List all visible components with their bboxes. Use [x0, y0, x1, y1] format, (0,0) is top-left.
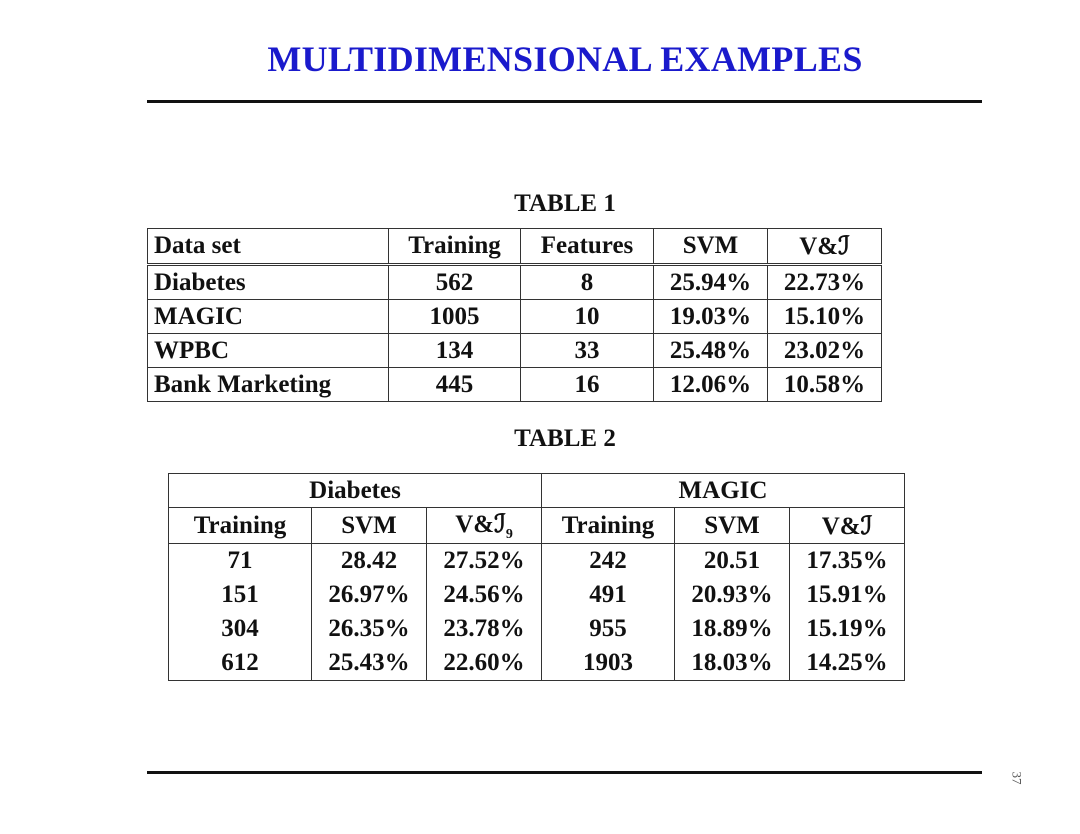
table-row	[169, 646, 905, 681]
table1-header-svm: SVM	[654, 229, 768, 265]
table1-caption: TABLE 1	[514, 190, 616, 217]
table-row	[169, 578, 905, 612]
bottom-rule	[147, 771, 982, 774]
page-number: 37	[1009, 771, 1025, 785]
table-cell: 33	[521, 334, 654, 368]
table1-header-dataset: Data set	[148, 229, 389, 265]
table-cell: 151	[169, 578, 312, 612]
table2-header-row	[169, 508, 905, 544]
table-cell: 15.19%	[790, 612, 905, 646]
table-cell: 23.02%	[768, 334, 882, 368]
table-row	[169, 612, 905, 646]
table-cell: 242	[542, 544, 675, 579]
table-row	[148, 265, 882, 300]
table-cell: 304	[169, 612, 312, 646]
table1-header-training: Training	[389, 229, 521, 265]
table-row	[148, 300, 882, 334]
table-cell: 562	[389, 265, 521, 300]
table1	[147, 228, 882, 402]
table-cell: 25.48%	[654, 334, 768, 368]
table-cell: 612	[169, 646, 312, 681]
table-cell: 17.35%	[790, 544, 905, 579]
table-cell: MAGIC	[148, 300, 389, 334]
table-cell: 26.35%	[312, 612, 427, 646]
table-cell: 10	[521, 300, 654, 334]
table2-header-training: Training	[169, 508, 312, 544]
table-cell: 18.03%	[675, 646, 790, 681]
table1-header-features: Features	[521, 229, 654, 265]
table2-group-diabetes: Diabetes	[169, 474, 542, 508]
table1-header-row	[148, 229, 882, 265]
table-cell: 18.89%	[675, 612, 790, 646]
table-cell: 16	[521, 368, 654, 402]
table-cell: 20.93%	[675, 578, 790, 612]
table-cell: 22.73%	[768, 265, 882, 300]
table-cell: 27.52%	[427, 544, 542, 579]
table-cell: 8	[521, 265, 654, 300]
table-cell: 25.94%	[654, 265, 768, 300]
table-cell: 134	[389, 334, 521, 368]
table-row	[148, 368, 882, 402]
table2-header-training: Training	[542, 508, 675, 544]
table-cell: 26.97%	[312, 578, 427, 612]
table2-group-row	[169, 474, 905, 508]
table-row	[148, 334, 882, 368]
table2-header-svm: SVM	[675, 508, 790, 544]
table-cell: 1903	[542, 646, 675, 681]
table-cell: WPBC	[148, 334, 389, 368]
top-rule	[147, 100, 982, 103]
page-title: MULTIDIMENSIONAL EXAMPLES	[267, 39, 863, 79]
table2	[168, 473, 905, 681]
table-cell: 1005	[389, 300, 521, 334]
table-cell: 445	[389, 368, 521, 402]
table-cell: 955	[542, 612, 675, 646]
table2-caption: TABLE 2	[514, 425, 616, 452]
table2-header-vi9: V&ℐ$_9$	[427, 508, 542, 544]
table1-header-vi: V&ℐ	[768, 229, 882, 265]
table-cell: 15.91%	[790, 578, 905, 612]
table2-header-vi: V&ℐ	[790, 508, 905, 544]
table-cell: 23.78%	[427, 612, 542, 646]
table-cell: 25.43%	[312, 646, 427, 681]
table2-group-magic: MAGIC	[542, 474, 905, 508]
table-cell: 14.25%	[790, 646, 905, 681]
table-row	[169, 544, 905, 579]
table-cell: 24.56%	[427, 578, 542, 612]
table-cell: 22.60%	[427, 646, 542, 681]
table-cell: 71	[169, 544, 312, 579]
table-cell: 20.51	[675, 544, 790, 579]
table-cell: 491	[542, 578, 675, 612]
table-cell: 28.42	[312, 544, 427, 579]
table-cell: 19.03%	[654, 300, 768, 334]
table-cell: 12.06%	[654, 368, 768, 402]
table-cell: 10.58%	[768, 368, 882, 402]
table-cell: Bank Marketing	[148, 368, 389, 402]
table-cell: Diabetes	[148, 265, 389, 300]
table-cell: 15.10%	[768, 300, 882, 334]
table2-header-svm: SVM	[312, 508, 427, 544]
